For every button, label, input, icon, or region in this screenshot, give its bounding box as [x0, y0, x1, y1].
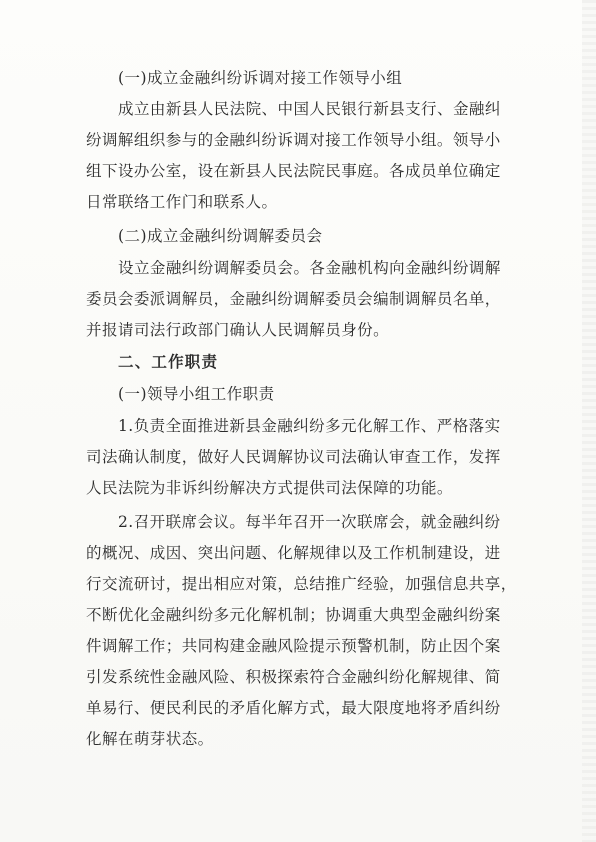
section-heading-mediation-committee: (二)成立金融纠纷调解委员会 — [118, 227, 323, 245]
paragraph-line: 日常联络工作门和联系人。 — [86, 193, 278, 211]
subsection-heading-leading-group-duties: (一)领导小组工作职责 — [118, 385, 275, 403]
paragraph-line: 件调解工作；共同构建金融风险提示预警机制，防止因个案 — [86, 637, 501, 655]
paragraph-line: 并报请司法行政部门确认人民调解员身份。 — [86, 321, 390, 339]
section-heading-leading-group: (一)成立金融纠纷诉调对接工作领导小组 — [118, 69, 403, 87]
paragraph-line: 化解在萌芽状态。 — [86, 730, 214, 748]
paragraph-line: 2.召开联席会议。每半年召开一次联席会，就金融纠纷 — [118, 513, 501, 531]
paragraph-line: 纷调解组织参与的金融纠纷诉调对接工作领导小组。领导小 — [86, 131, 501, 149]
scan-edge-shadow — [582, 0, 596, 842]
paragraph-line: 的概况、成因、突出问题、化解规律以及工作机制建设，进 — [86, 544, 501, 562]
paragraph-line: 1.负责全面推进新县金融纠纷多元化解工作、严格落实 — [118, 417, 501, 435]
paragraph-line: 设立金融纠纷调解委员会。各金融机构向金融纠纷调解 — [118, 259, 501, 277]
paragraph-line: 不断优化金融纠纷多元化解机制；协调重大典型金融纠纷案 — [86, 606, 501, 624]
paragraph-line: 组下设办公室，设在新县人民法院民事庭。各成员单位确定 — [86, 162, 501, 180]
paragraph-line: 委员会委派调解员，金融纠纷调解委员会编制调解员名单， — [86, 290, 501, 308]
paragraph-line: 行交流研讨，提出相应对策，总结推广经验，加强信息共享， — [86, 575, 517, 593]
section-heading-work-duties: 二、工作职责 — [118, 353, 219, 371]
paragraph-line: 单易行、便民利民的矛盾化解方式，最大限度地将矛盾纠纷 — [86, 699, 501, 717]
paragraph-line: 引发系统性金融风险、积极探索符合金融纠纷化解规律、简 — [86, 668, 501, 686]
paragraph-line: 成立由新县人民法院、中国人民银行新县支行、金融纠 — [118, 100, 501, 118]
paragraph-line: 司法确认制度，做好人民调解协议司法确认审查工作，发挥 — [86, 448, 501, 466]
paragraph-line: 人民法院为非诉纠纷解决方式提供司法保障的功能。 — [86, 479, 453, 497]
